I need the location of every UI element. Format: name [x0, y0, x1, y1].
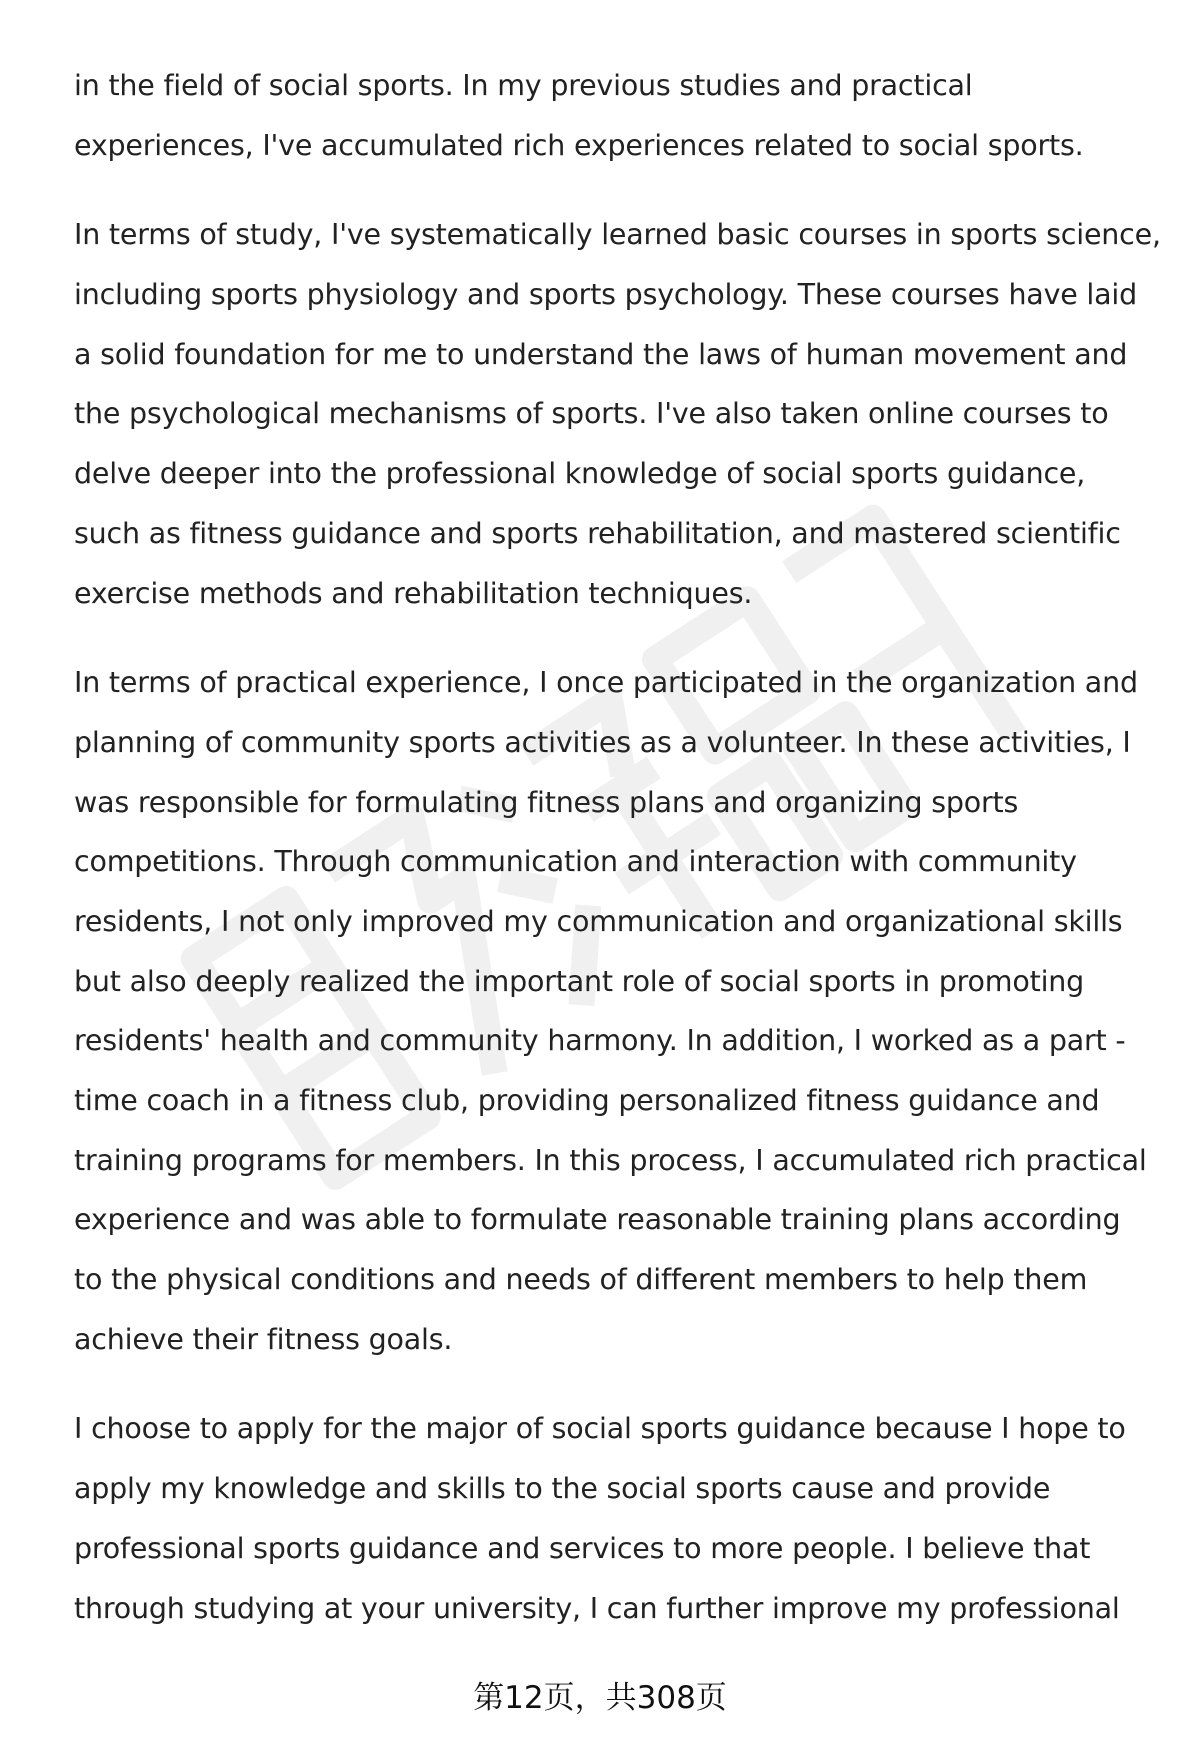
text-line: apply my knowledge and skills to the social sports cause and provide — [74, 1472, 1051, 1506]
text-line: exercise methods and rehabilitation techniques. — [74, 576, 753, 610]
text-line: residents' health and community harmony. In addition, I worked as a part - — [74, 1024, 1126, 1058]
text-line: such as fitness guidance and sports rehabilitation, and mastered scientific — [74, 516, 1121, 550]
text-line: In terms of study, I've systematically learned basic courses in sports science, — [74, 218, 1161, 252]
document-body — [74, 56, 1161, 1668]
text-line: to the physical conditions and needs of different members to help them — [74, 1263, 1088, 1297]
text-line: training programs for members. In this process, I accumulated rich practical — [74, 1143, 1147, 1177]
text-line: experiences, I've accumulated rich experiences related to social sports. — [74, 128, 1084, 162]
text-line: professional sports guidance and services to more people. I believe that — [74, 1531, 1091, 1565]
text-line: in the field of social sports. In my previous studies and practical — [74, 69, 973, 102]
text-line: time coach in a fitness club, providing personalized fitness guidance and — [74, 1084, 1100, 1117]
text-line: a solid foundation for me to understand the laws of human movement and — [74, 337, 1128, 371]
text-line: but also deeply realized the important role of social sports in promoting — [74, 964, 1085, 998]
paragraph — [74, 56, 1154, 175]
paragraph — [74, 653, 1154, 1369]
text-line: I choose to apply for the major of social sports guidance because I hope to — [74, 1412, 1126, 1446]
text-line: experience and was able to formulate reasonable training plans according — [74, 1203, 1121, 1237]
text-line: including sports physiology and sports psychology. These courses have laid — [74, 278, 1138, 312]
text-line: achieve their fitness goals. — [74, 1322, 453, 1356]
text-line: planning of community sports activities as a volunteer. In these activities, I — [74, 725, 1131, 759]
paragraph — [74, 205, 1161, 623]
text-line: delve deeper into the professional knowledge of social sports guidance, — [74, 457, 1086, 491]
page-number: 第12页，共308页 — [473, 1680, 727, 1716]
text-line: In terms of practical experience, I once participated in the organization and — [74, 666, 1138, 700]
text-line: residents, I not only improved my communication and organizational skills — [74, 904, 1123, 938]
text-line: through studying at your university, I can further improve my professional — [74, 1591, 1120, 1625]
text-line: was responsible for formulating fitness plans and organizing sports — [74, 785, 1019, 819]
text-line: competitions. Through communication and interaction with community — [74, 845, 1077, 879]
paragraph — [74, 1399, 1154, 1638]
text-line: the psychological mechanisms of sports. I've also taken online courses to — [74, 397, 1109, 431]
